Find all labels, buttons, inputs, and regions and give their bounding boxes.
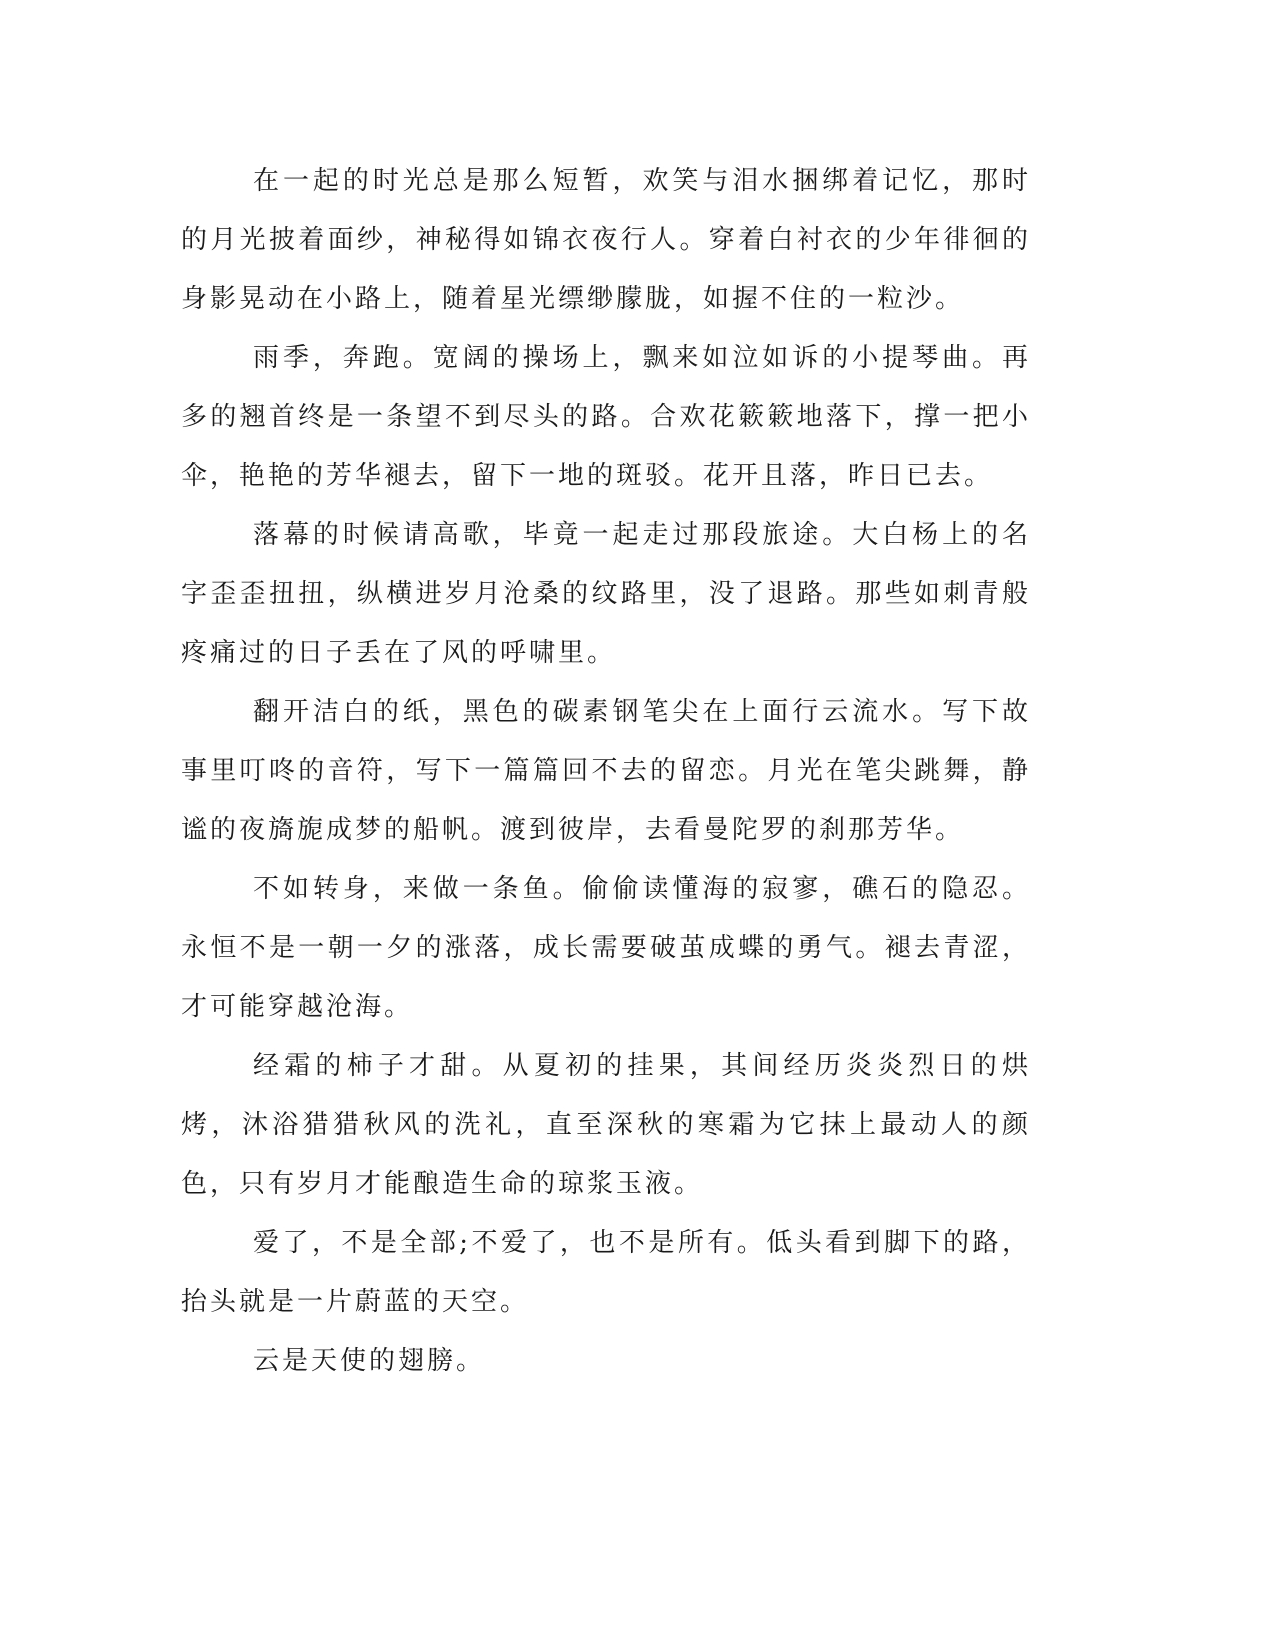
paragraph-2: 雨季，奔跑。宽阔的操场上，飘来如泣如诉的小提琴曲。再多的翘首终是一条望不到尽头的路。合欢花簌簌地落下，撑一把小伞，艳艳的芳华褪去，留下一地的斑驳。花开且落，昨日已去。 [181, 343, 1031, 491]
paragraph-8: 云是天使的翅膀。 [253, 1346, 486, 1376]
paragraph-6: 经霜的柿子才甜。从夏初的挂果，其间经历炎炎烈日的烘烤，沐浴猎猎秋风的洗礼，直至深秋的寒霜为它抹上最动人的颜色，只有岁月才能酿造生命的琼浆玉液。 [181, 1051, 1031, 1199]
paragraph-5: 不如转身，来做一条鱼。偷偷读懂海的寂寥，礁石的隐忍。永恒不是一朝一夕的涨落，成长需要破茧成蝶的勇气。褪去青涩，才可能穿越沧海。 [181, 874, 1031, 1022]
paragraph-4: 翻开洁白的纸，黑色的碳素钢笔尖在上面行云流水。写下故事里叮咚的音符，写下一篇篇回不去的留恋。月光在笔尖跳舞，静谧的夜旖旎成梦的船帆。渡到彼岸，去看曼陀罗的刹那芳华。 [181, 697, 1031, 845]
document-body [181, 152, 1031, 1391]
paragraph-3: 落幕的时候请高歌，毕竟一起走过那段旅途。大白杨上的名字歪歪扭扭，纵横进岁月沧桑的纹路里，没了退路。那些如刺青般疼痛过的日子丢在了风的呼啸里。 [181, 520, 1031, 668]
paragraph-1: 在一起的时光总是那么短暂，欢笑与泪水捆绑着记忆，那时的月光披着面纱，神秘得如锦衣夜行人。穿着白衬衣的少年徘徊的身影晃动在小路上，随着星光缥缈朦胧，如握不住的一粒沙。 [181, 166, 1031, 314]
paragraph-7: 爱了，不是全部;不爱了，也不是所有。低头看到脚下的路，抬头就是一片蔚蓝的天空。 [181, 1228, 1031, 1317]
